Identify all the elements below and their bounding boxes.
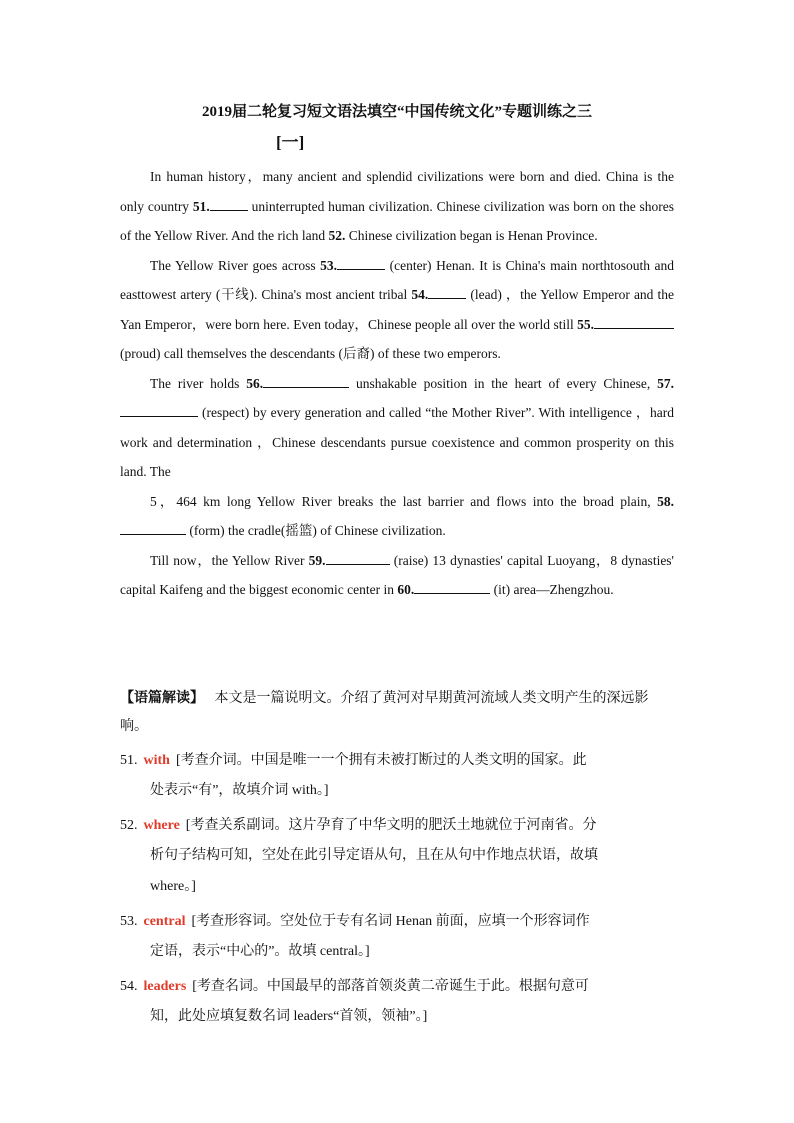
passage	[120, 162, 674, 605]
analysis-section	[120, 685, 676, 1032]
passage-text: (it) area—Zhengzhou.	[490, 582, 614, 597]
passage-text: The river holds	[150, 375, 247, 391]
blank-60[interactable]	[414, 579, 490, 594]
passage-text: (raise) 13 dynasties' capital Luoyang，8 dynasties' capital Kaifeng and the biggest economic center in	[120, 552, 674, 597]
blank-number-51: 51.	[192, 198, 210, 214]
answer-explanation-cont: where。]	[150, 879, 196, 894]
answer-explanation-cont: 析句子结构可知，空处在此引导定语从句，且在从句中作地点状语，故填	[150, 848, 598, 863]
answer-item-52	[120, 812, 676, 902]
answer-number: 52.	[120, 818, 138, 833]
blank-number-57: 57.	[657, 375, 674, 391]
blank-54[interactable]	[428, 284, 466, 299]
passage-text: (respect) by every generation and called “the Mother River”. With intelligence ，hard work and determination ，Chinese descendants pursue coexistence and common prosperity on this land. The	[120, 405, 674, 479]
blank-58[interactable]	[120, 520, 186, 535]
passage-text: uninterrupted human civilization. Chinese civilization was born on the shores of the Yellow River. And the rich land	[120, 198, 674, 243]
passage-text: 5，464 km long Yellow River breaks the last barrier and flows into the broad plain,	[150, 493, 658, 509]
answer-word: where	[143, 818, 180, 833]
blank-number-52: 52.	[328, 228, 346, 243]
passage-text: (form) the cradle(摇篮) of Chinese civilization.	[186, 523, 446, 538]
answer-item-54	[120, 973, 676, 1032]
answer-number: 53.	[120, 914, 138, 929]
answer-explanation: [考查形容词。空处位于专有名词 Henan 前面，应填一个形容词作	[191, 914, 590, 929]
paragraph-5	[120, 546, 674, 605]
passage-text: (proud) call themselves the descendants (后裔) of these two emperors.	[120, 346, 501, 361]
blank-number-54: 54.	[411, 287, 429, 302]
blank-59[interactable]	[326, 550, 390, 565]
passage-text: (center) Henan. It is China's main northtosouth and easttowest artery (干线). China's most ancient tribal	[120, 257, 674, 302]
answer-explanation: [考查关系副词。这片孕育了中华文明的肥沃土地就位于河南省。分	[185, 818, 597, 833]
blank-number-55: 55.	[577, 316, 594, 332]
blank-number-58: 58.	[657, 493, 674, 509]
passage-text: In human history，many ancient and splendid civilizations were born and died. China is the only country	[120, 169, 674, 214]
answer-number: 54.	[120, 979, 138, 994]
blank-55[interactable]	[594, 314, 674, 329]
passage-text: Chinese civilization began is Henan Province.	[345, 228, 598, 243]
paragraph-4	[120, 487, 674, 546]
answer-item-51	[120, 747, 676, 806]
paragraph-1	[120, 162, 674, 251]
analysis-text: 本文是一篇说明文。介绍了黄河对早期黄河流域人类文明产生的深远影响。	[120, 691, 649, 734]
passage-text: (lead) ，the Yellow Emperor and the Yan Emperor，were born here. Even today，Chinese people all over the world still	[120, 287, 675, 332]
blank-51[interactable]	[210, 196, 248, 211]
answer-explanation: [考查名词。中国最早的部落首领炎黄二帝诞生于此。根据句意可	[192, 979, 589, 994]
paragraph-3	[120, 369, 674, 487]
paragraph-2	[120, 251, 674, 369]
answer-word: central	[143, 914, 186, 929]
blank-number-56: 56.	[246, 375, 264, 391]
passage-text: unshakable position in the heart of every Chinese,	[349, 375, 658, 391]
analysis-label: 【语篇解读】	[120, 691, 204, 706]
answer-explanation-cont: 处表示“有”，故填介词 with。]	[150, 783, 329, 798]
blank-number-53: 53.	[320, 257, 338, 273]
blank-53[interactable]	[337, 255, 385, 270]
blank-number-60: 60.	[397, 582, 415, 597]
blank-56[interactable]	[263, 373, 349, 388]
answer-item-53	[120, 908, 676, 967]
answer-explanation-cont: 知，此处应填复数名词 leaders“首领，领袖”。]	[150, 1009, 428, 1024]
section-heading: [一]	[276, 133, 305, 152]
answer-explanation: [考查介词。中国是唯一一个拥有未被打断过的人类文明的国家。此	[175, 753, 587, 768]
analysis-intro	[120, 685, 676, 741]
answer-number: 51.	[120, 753, 138, 768]
page-title: 2019届二轮复习短文语法填空“中国传统文化”专题训练之三	[201, 104, 592, 120]
passage-text: Till now，the Yellow River	[150, 552, 309, 568]
answer-word: with	[143, 753, 170, 768]
blank-number-59: 59.	[308, 552, 326, 568]
answer-word: leaders	[143, 979, 187, 994]
passage-text: The Yellow River goes across	[150, 257, 321, 273]
answer-explanation-cont: 定语，表示“中心的”。故填 central。]	[150, 944, 370, 959]
blank-57[interactable]	[120, 402, 198, 417]
